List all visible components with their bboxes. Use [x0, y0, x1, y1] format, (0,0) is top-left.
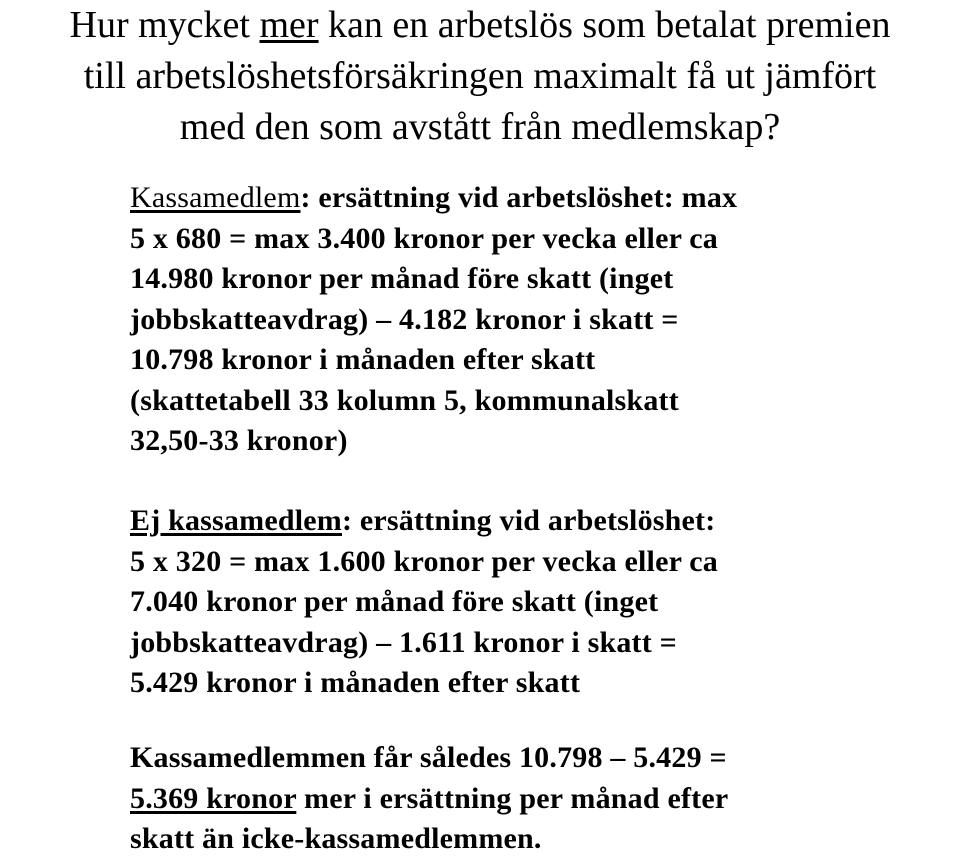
- kassamedlem-line-3: 14.980 kronor per månad före skatt (inget: [130, 262, 674, 295]
- conclusion-paragraph: [130, 738, 950, 860]
- ej-kassamedlem-line-3: 7.040 kronor per månad före skatt (inget: [130, 585, 659, 618]
- kassamedlem-label: Kassamedlem: [130, 181, 301, 214]
- ej-kassamedlem-paragraph: [130, 501, 950, 704]
- conclusion-line-2: [130, 779, 950, 820]
- title-line-1: [0, 0, 960, 51]
- conclusion-difference-amount: 5.369 kronor: [130, 781, 297, 815]
- ej-kassamedlem-line-4: jobbskatteavdrag) – 1.611 kronor i skatt =: [130, 625, 677, 659]
- kassamedlem-line-7: 32,50-33 kronor): [130, 424, 348, 457]
- page-title: [0, 0, 960, 153]
- ej-kassamedlem-line-1: [130, 501, 950, 542]
- conclusion-line-3: skatt än icke-kassamedlemmen.: [130, 822, 542, 855]
- conclusion-line-1: Kassamedlemmen får således 10.798 – 5.429 =: [130, 741, 727, 774]
- paragraph-text: mer i ersättning per månad efter: [296, 781, 729, 815]
- title-line-3: med den som avstått från medlemskap?: [179, 106, 781, 148]
- ej-kassamedlem-line-2: 5 x 320 = max 1.600 kronor per vecka eller ca: [130, 544, 718, 578]
- ej-kassamedlem-label: Ej kassamedlem: [130, 504, 342, 537]
- title-text: Hur mycket: [69, 4, 260, 46]
- kassamedlem-line-2: 5 x 680 = max 3.400 kronor per vecka eller ca: [130, 221, 718, 255]
- ej-kassamedlem-line-5: 5.429 kronor i månaden efter skatt: [130, 666, 581, 699]
- kassamedlem-line-1: [130, 178, 950, 219]
- kassamedlem-line-6: (skattetabell 33 kolumn 5, kommunalskatt: [130, 383, 679, 417]
- title-emphasis-mer: mer: [259, 4, 319, 46]
- title-line-2: till arbetslöshetsförsäkringen maximalt få ut jämfört: [83, 55, 877, 97]
- paragraph-text: : ersättning vid arbetslöshet: max: [300, 181, 738, 214]
- kassamedlem-line-4: jobbskatteavdrag) – 4.182 kronor i skatt =: [130, 302, 679, 336]
- kassamedlem-paragraph: [130, 178, 950, 462]
- kassamedlem-line-5: 10.798 kronor i månaden efter skatt: [130, 343, 596, 376]
- title-text: kan en arbetslös som betalat premien: [318, 4, 891, 46]
- paragraph-text: : ersättning vid arbetslöshet:: [341, 504, 716, 537]
